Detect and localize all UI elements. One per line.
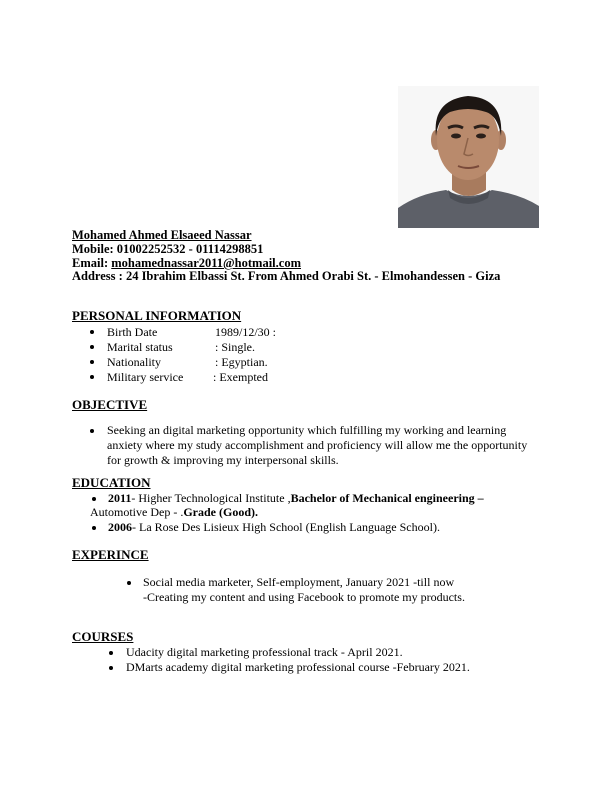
profile-photo (398, 86, 539, 228)
course-item: DMarts academy digital marketing professional course -February 2021. (126, 660, 470, 674)
email-line (72, 256, 301, 270)
education-item-2011-cont (90, 505, 258, 520)
education-degree: Bachelor of Mechanical engineering – (290, 491, 484, 505)
education-item-2006 (108, 520, 440, 535)
candidate-name-text: Mohamed Ahmed Elsaeed Nassar (72, 228, 252, 242)
education-year: 2006 (108, 520, 132, 534)
portrait-image (398, 86, 539, 228)
courses-heading: COURSES (72, 629, 134, 644)
email-label: Email: (72, 256, 112, 270)
military-service-label: Military service (107, 370, 184, 384)
education-department: Automotive Dep - . (90, 505, 184, 519)
bullet-icon (90, 330, 94, 334)
education-school: - La Rose Des Lisieux High School (English Language School). (132, 520, 440, 534)
email-link[interactable]: mohamednassar2011@hotmail.com (111, 256, 301, 270)
course-item: Udacity digital marketing professional track - April 2021. (126, 645, 403, 659)
birth-date-label: Birth Date (107, 325, 158, 339)
objective-line: for growth & improving my interpersonal skills. (107, 453, 339, 467)
nationality-value: : Egyptian. (215, 355, 268, 369)
marital-status-value: : Single. (215, 340, 256, 354)
experience-detail: -Creating my content and using Facebook to promote my products. (143, 590, 465, 604)
address-value: : 24 Ibrahim Elbassi St. From Ahmed Orabi St. - Elmohandessen - Giza (118, 269, 501, 283)
bullet-icon (92, 497, 96, 501)
birth-date-value: 1989/12/30 : (215, 325, 277, 339)
bullet-icon (90, 429, 94, 433)
address-label: Address (72, 269, 119, 283)
mobile-line (72, 242, 263, 256)
bullet-icon (92, 526, 96, 530)
bullet-icon (109, 651, 113, 655)
experience-line: Social media marketer, Self-employment, January 2021 -till now (143, 575, 455, 589)
experience-heading: EXPERINCE (72, 547, 149, 562)
bullet-icon (127, 581, 131, 585)
candidate-name (72, 228, 252, 242)
education-item-2011 (108, 491, 484, 506)
education-heading: EDUCATION (72, 475, 151, 490)
military-service-value: : Exempted (213, 370, 268, 384)
bullet-icon (90, 375, 94, 379)
education-grade: Grade (Good). (183, 505, 258, 519)
objective-heading: OBJECTIVE (72, 397, 148, 412)
bullet-icon (109, 666, 113, 670)
nationality-label: Nationality (107, 355, 161, 369)
bullet-icon (90, 345, 94, 349)
address-line (72, 269, 500, 283)
objective-line: anxiety where my study accomplishment and proficiency will allow me the opportunity (107, 438, 528, 452)
mobile-value: 01002252532 - 01114298851 (116, 242, 264, 256)
objective-line: Seeking an digital marketing opportunity which fulfilling my working and learning (107, 423, 507, 437)
personal-info-heading: PERSONAL INFORMATION (72, 308, 242, 323)
bullet-icon (90, 360, 94, 364)
marital-status-label: Marital status (107, 340, 173, 354)
education-institute: - Higher Technological Institute , (131, 491, 291, 505)
mobile-label: Mobile: (72, 242, 117, 256)
education-year: 2011 (108, 491, 132, 505)
